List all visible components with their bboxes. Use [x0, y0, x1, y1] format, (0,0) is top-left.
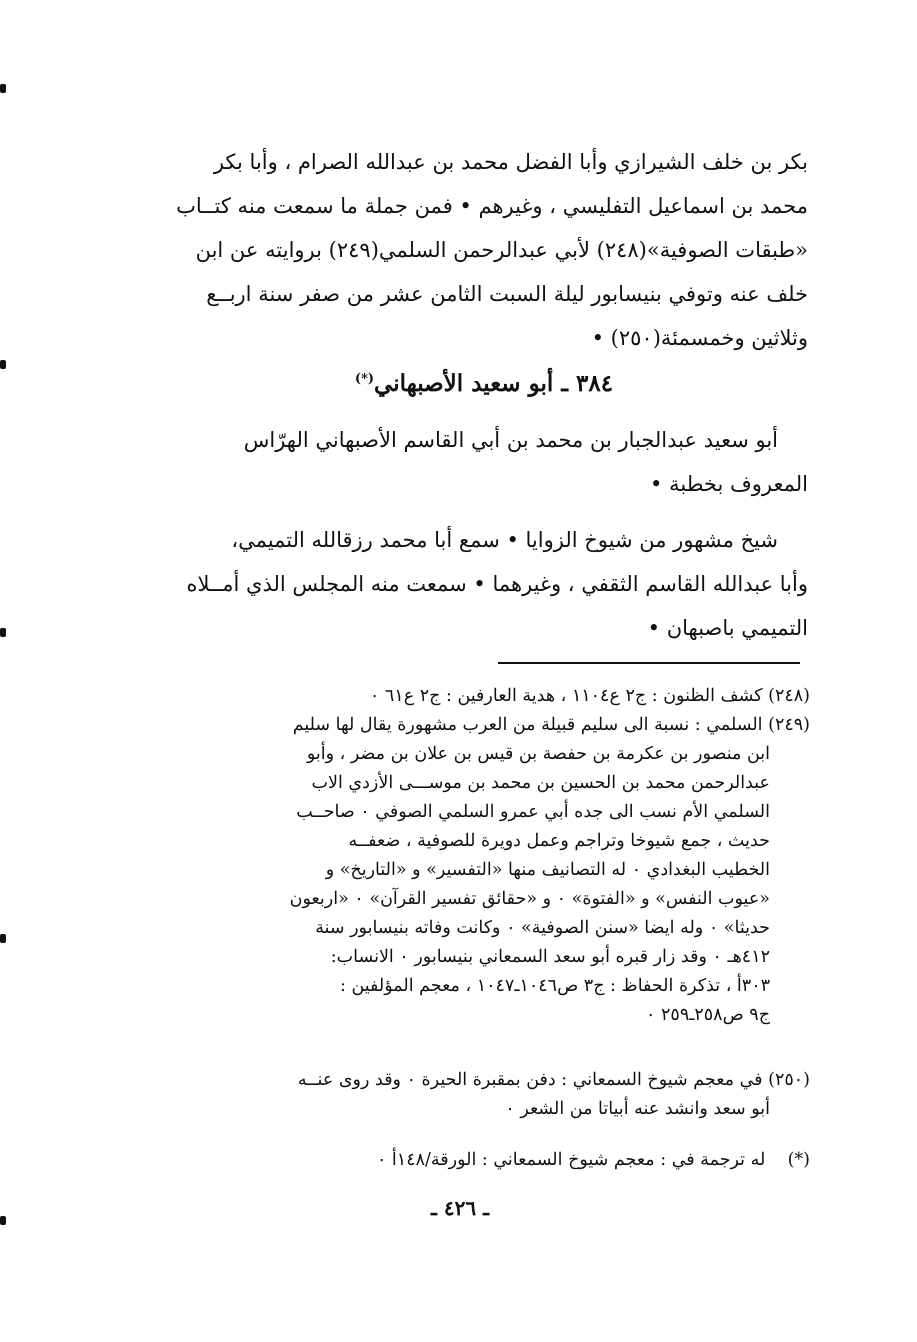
footnote-divider — [498, 662, 800, 664]
footnote-text: في معجم شيوخ السمعاني : دفن بمقبرة الحيرة ٠ وقد روى عنــه — [297, 1070, 763, 1090]
footnote-star — [150, 1146, 810, 1175]
text-line: التميمي باصبهان • — [647, 616, 808, 640]
footnote-line — [150, 1066, 810, 1095]
page-number: ـ ٤٢٦ ـ — [431, 1196, 489, 1220]
paragraph-3-cont — [160, 562, 808, 650]
footnote-line: ٣٠٣أ ، تذكرة الحفاظ : ج٣ ص١٠٤٦ـ١٠٤٧ ، معجم المؤلفين : — [340, 976, 770, 996]
paragraph-2-cont — [160, 462, 808, 506]
footnote-line: ج٩ ص٢٥٨ـ٢٥٩ ٠ — [646, 1005, 770, 1025]
footnote-250 — [150, 1066, 810, 1124]
margin-mark — [0, 84, 6, 93]
text-line: أبو سعيد عبدالجبار بن محمد بن أبي القاسم الأصبهاني الهرّاس — [243, 428, 778, 452]
text-line: محمد بن اسماعيل التفليسي ، وغيرهم • فمن جملة ما سمعت منه كتــاب — [176, 194, 808, 218]
footnote-line: «عيوب النفس» و «الفتوة» ٠ و «حقائق تفسير القرآن» ٠ «اربعون — [289, 889, 770, 909]
footnote-248 — [150, 682, 810, 711]
footnote-number: (٢٤٨) — [768, 686, 810, 706]
paragraph-3 — [160, 518, 808, 562]
text-line: «طبقات الصوفية»(٢٤٨) لأبي عبدالرحمن السلمي(٢٤٩) بروايته عن ابن — [195, 238, 808, 262]
paragraph-2 — [160, 418, 808, 462]
text-line: وأبا عبدالله القاسم الثقفي ، وغيرهما • سمعت منه المجلس الذي أمــلاه — [186, 572, 808, 596]
footnote-text: كشف الظنون : ج٢ ع١١٠٤ ، هدية العارفين : ج٢ ع٦١ ٠ — [369, 686, 763, 706]
footnote-line — [150, 682, 810, 711]
footnote-line: ٤١٢هـ ٠ وقد زار قبره أبو سعد السمعاني بنيسابور ٠ الانساب: — [330, 947, 770, 967]
heading-mark: (*) — [354, 371, 375, 387]
footnote-text: السلمي : نسبة الى سليم قبيلة من العرب مشهورة يقال لها سليم — [292, 715, 763, 735]
text-line: وثلاثين وخمسمئة(٢٥٠) • — [591, 326, 808, 350]
margin-mark — [0, 360, 6, 369]
text-line: شيخ مشهور من شيوخ الزوايا • سمع أبا محمد رزقالله التميمي، — [231, 528, 778, 552]
text-line: المعروف بخطبة • — [650, 472, 808, 496]
footnote-text: له ترجمة في : معجم شيوخ السمعاني : الورقة/١٤٨أ ٠ — [376, 1150, 766, 1170]
paragraph-1 — [160, 140, 808, 360]
footnote-number: (٢٥٠) — [768, 1070, 810, 1090]
footnote-line: أبو سعد وانشد عنه أبياتا من الشعر ٠ — [505, 1099, 770, 1119]
footnote-line: حديث ، جمع شيوخا وتراجم وعمل دويرة للصوفية ، ضعفــه — [348, 831, 770, 851]
footnote-line: ابن منصور بن عكرمة بن حفصة بن قيس بن علان بن مضر ، وأبو — [306, 744, 770, 764]
footnote-number: (٢٤٩) — [768, 715, 810, 735]
footnote-line: السلمي الأم نسب الى جده أبي عمرو السلمي الصوفي ٠ صاحــب — [296, 802, 770, 822]
heading-text: ٣٨٤ ـ أبو سعيد الأصبهاني — [374, 370, 614, 397]
margin-mark — [0, 628, 6, 637]
margin-mark — [0, 934, 6, 943]
footnote-line: حديثا» ٠ وله ايضا «سنن الصوفية» ٠ وكانت وفاته بنيسابور سنة — [315, 918, 770, 938]
footnote-line — [150, 711, 810, 740]
footnote-line — [150, 1146, 810, 1175]
footnote-249 — [150, 711, 810, 1030]
text-line: خلف عنه وتوفي بنيسابور ليلة السبت الثامن عشر من صفر سنة اربــع — [206, 282, 808, 306]
footnote-line: الخطيب البغدادي ٠ له التصانيف منها «التفسير» و «التاريخ» و — [325, 860, 770, 880]
footnote-number: (*) — [787, 1150, 810, 1170]
margin-mark — [0, 1216, 6, 1225]
footnote-line: عبدالرحمن محمد بن الحسين بن محمد بن موســـى الأزدي الاب — [311, 773, 770, 793]
entry-heading — [160, 370, 808, 397]
text-line: بكر بن خلف الشيرازي وأبا الفضل محمد بن عبدالله الصرام ، وأبا بكر — [213, 150, 808, 174]
